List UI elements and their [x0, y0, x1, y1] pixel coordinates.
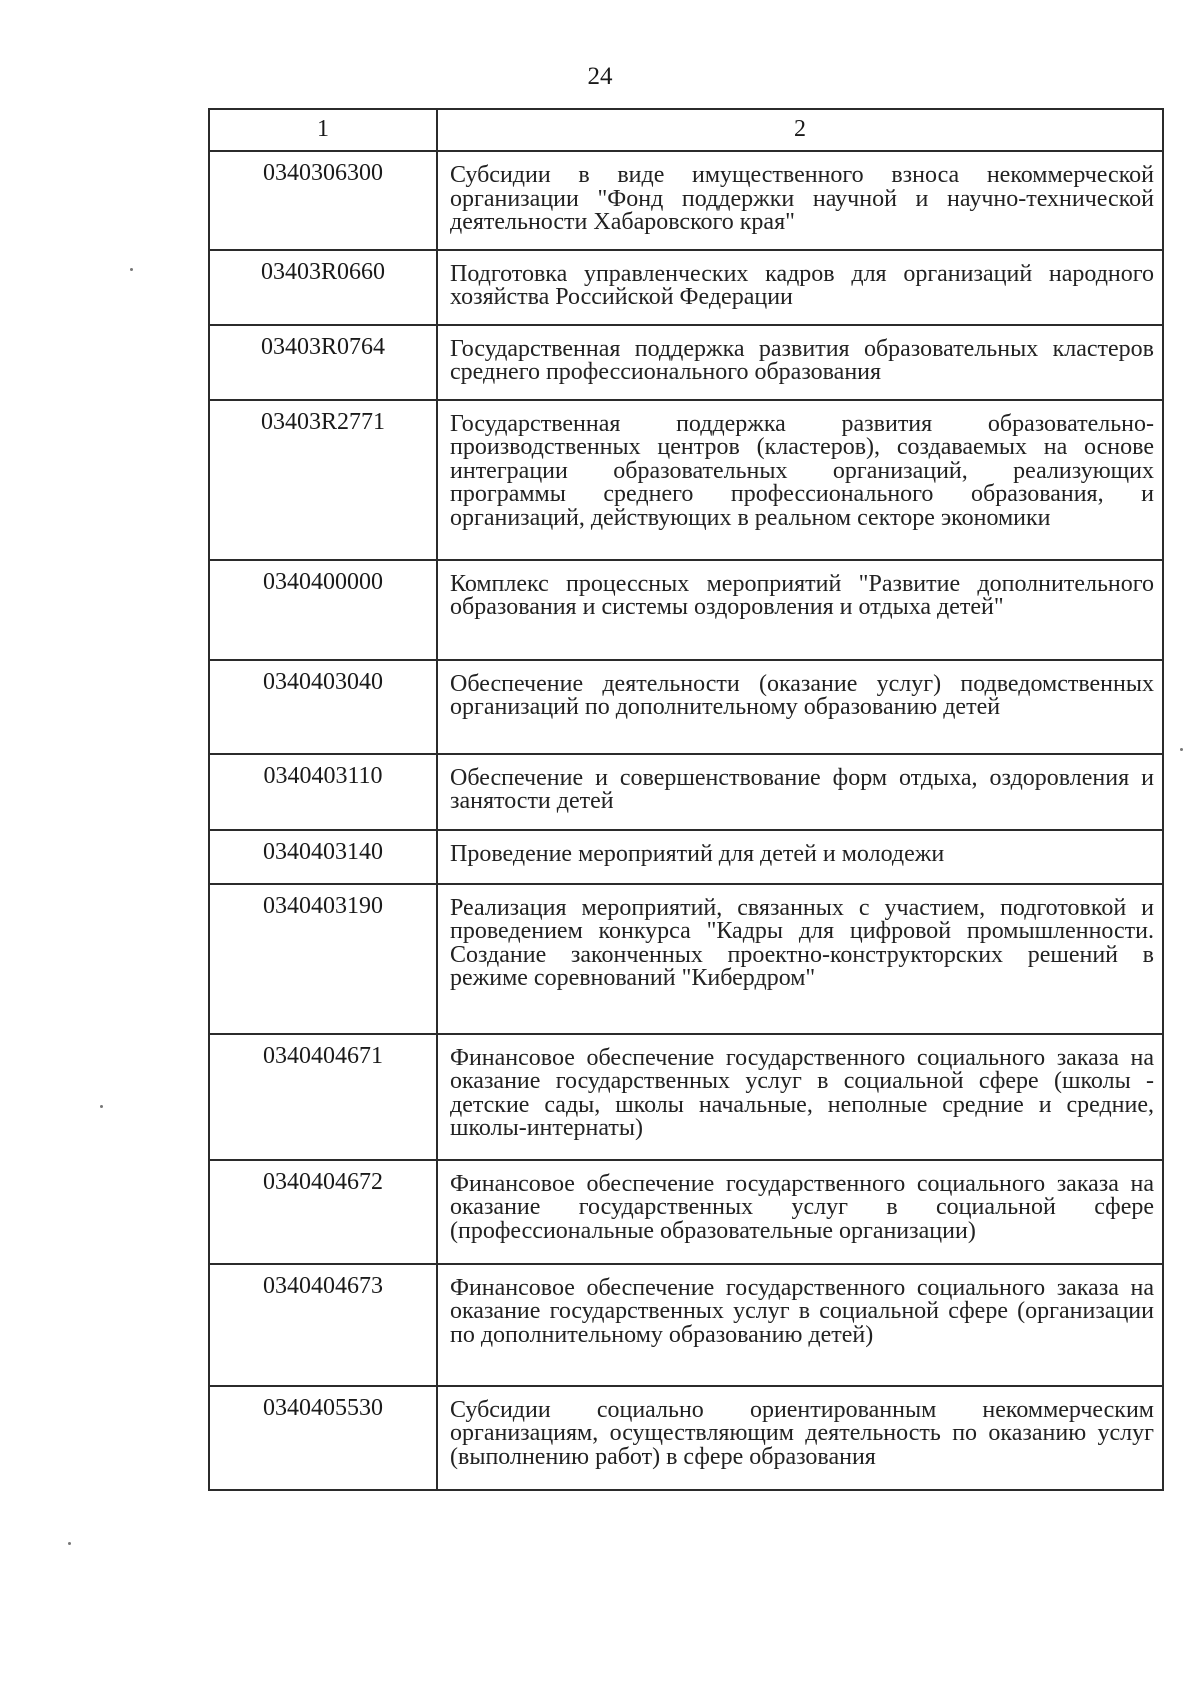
column-header-description: 2	[437, 109, 1163, 151]
table-row	[209, 325, 1163, 400]
table-row	[209, 1264, 1163, 1386]
table-row	[209, 1160, 1163, 1264]
table-row	[209, 151, 1163, 250]
row-code: 03403R2771	[209, 400, 437, 560]
scan-speck	[130, 268, 133, 271]
budget-classification-table	[208, 108, 1164, 1491]
row-code: 0340403190	[209, 884, 437, 1034]
row-description: Государственная поддержка развития образовательно-производственных центров (кластеров), создаваемых на основе интеграции образовательных организаций, реализующих программы среднего профессионального образования, и организаций, действующих в реальном секторе экономики	[437, 400, 1163, 560]
row-code: 0340403140	[209, 830, 437, 884]
row-description: Обеспечение и совершенствование форм отдыха, оздоровления и занятости детей	[437, 754, 1163, 830]
table-row	[209, 884, 1163, 1034]
row-description: Субсидии в виде имущественного взноса некоммерческой организации "Фонд поддержки научной и научно-технической деятельности Хабаровского края"	[437, 151, 1163, 250]
row-code: 0340403040	[209, 660, 437, 754]
scan-speck	[68, 1542, 71, 1545]
row-description: Проведение мероприятий для детей и молодежи	[437, 830, 1163, 884]
row-code: 0340404673	[209, 1264, 437, 1386]
row-code: 0340400000	[209, 560, 437, 660]
row-description: Комплекс процессных мероприятий "Развитие дополнительного образования и системы оздоровления и отдыха детей"	[437, 560, 1163, 660]
table-row	[209, 1386, 1163, 1490]
table-header-row	[209, 109, 1163, 151]
table-row	[209, 560, 1163, 660]
table-row	[209, 400, 1163, 560]
scan-speck	[100, 1105, 103, 1108]
row-description: Субсидии социально ориентированным некоммерческим организациям, осуществляющим деятельность по оказанию услуг (выполнению работ) в сфере образования	[437, 1386, 1163, 1490]
row-code: 03403R0660	[209, 250, 437, 325]
row-code: 0340403110	[209, 754, 437, 830]
row-code: 0340404671	[209, 1034, 437, 1160]
row-description: Финансовое обеспечение государственного социального заказа на оказание государственных услуг в социальной сфере (организации по дополнительному образованию детей)	[437, 1264, 1163, 1386]
table-row	[209, 250, 1163, 325]
scan-speck	[1180, 748, 1183, 751]
row-code: 03403R0764	[209, 325, 437, 400]
row-description: Финансовое обеспечение государственного социального заказа на оказание государственных услуг в социальной сфере (профессиональные образовательные организации)	[437, 1160, 1163, 1264]
table-row	[209, 754, 1163, 830]
column-header-code: 1	[209, 109, 437, 151]
table-row	[209, 830, 1163, 884]
row-description: Обеспечение деятельности (оказание услуг) подведомственных организаций по дополнительному образованию детей	[437, 660, 1163, 754]
row-code: 0340405530	[209, 1386, 437, 1490]
row-description: Подготовка управленческих кадров для организаций народного хозяйства Российской Федерации	[437, 250, 1163, 325]
table-row	[209, 660, 1163, 754]
table-row	[209, 1034, 1163, 1160]
row-code: 0340306300	[209, 151, 437, 250]
row-description: Финансовое обеспечение государственного социального заказа на оказание государственных услуг в социальной сфере (школы - детские сады, школы начальные, неполные средние и средние, школы-интернаты)	[437, 1034, 1163, 1160]
row-code: 0340404672	[209, 1160, 437, 1264]
page-number: 24	[587, 63, 613, 90]
row-description: Государственная поддержка развития образовательных кластеров среднего профессионального образования	[437, 325, 1163, 400]
row-description: Реализация мероприятий, связанных с участием, подготовкой и проведением конкурса "Кадры для цифровой промышленности. Создание законченных проектно-конструкторских решений в режиме соревнований "Кибердром"	[437, 884, 1163, 1034]
